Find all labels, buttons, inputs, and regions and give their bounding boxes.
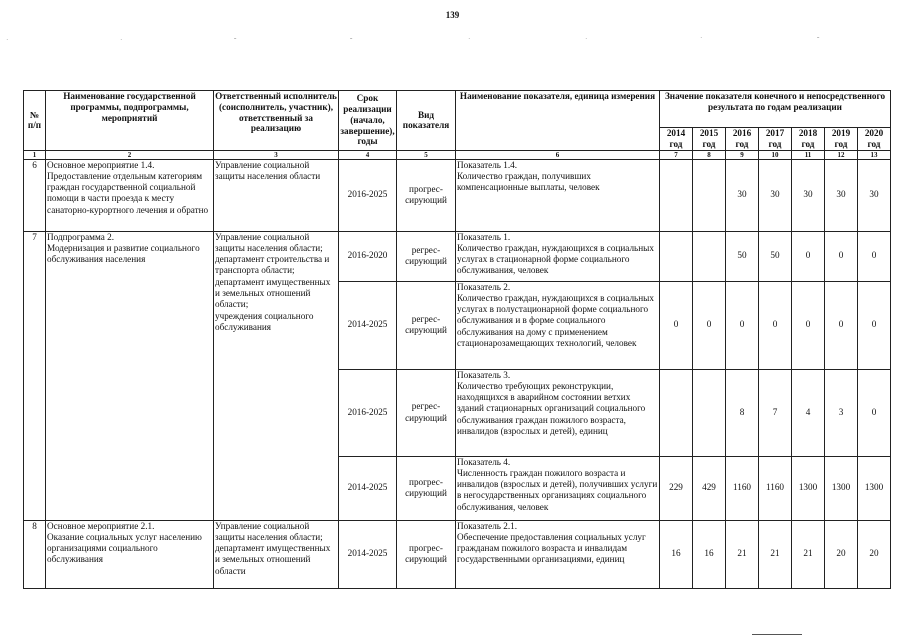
indicator-description: Показатель 2.1. Обеспечение предоставления социальных услуг гражданам пожилого возраста и инвалидам государственными организациями, единиц	[456, 520, 660, 588]
indicator-value-2015: 16	[693, 520, 726, 588]
header-year-2019	[825, 128, 858, 151]
column-number: 1	[24, 150, 46, 159]
indicator-value-2019: 0	[825, 281, 858, 369]
header-year-unit: год	[702, 138, 716, 149]
indicator-value-2014	[660, 369, 693, 456]
indicator-description: Показатель 2. Количество граждан, нуждающихся в социальных услугах в полустационарной форме социального обслуживания и в форме социального обслуживания на дому с применением стационарозамещающих технологий, человек	[456, 281, 660, 369]
header-year-2020	[858, 128, 891, 151]
indicator-value-2014: 16	[660, 520, 693, 588]
header-year-label: 2014	[666, 128, 686, 138]
row-number: 7	[24, 231, 46, 520]
header-year-label: 2018	[798, 128, 818, 138]
indicator-value-2017: 7	[759, 369, 792, 456]
header-year-unit: год	[801, 138, 815, 149]
indicator-value-2018: 1300	[792, 456, 825, 520]
indicator-value-2020: 20	[858, 520, 891, 588]
indicator-value-2017: 0	[759, 281, 792, 369]
indicator-type: прогрес- сирующий	[397, 520, 456, 588]
indicator-value-2019: 0	[825, 231, 858, 281]
header-year-label: 2017	[765, 128, 785, 138]
header-year-unit: год	[669, 138, 683, 149]
header-program-name: Наименование государственной программы, подпрограммы, мероприятий	[46, 91, 214, 151]
column-number: 8	[693, 150, 726, 159]
row-number: 6	[24, 159, 46, 231]
indicator-value-2020: 1300	[858, 456, 891, 520]
column-number: 7	[660, 150, 693, 159]
indicator-value-2020: 0	[858, 231, 891, 281]
header-year-2015	[693, 128, 726, 151]
indicator-value-2016: 30	[726, 159, 759, 231]
scan-artifact: ˇ	[817, 36, 820, 44]
header-year-label: 2016	[732, 128, 752, 138]
indicator-description: Показатель 3. Количество требующих реконструкции, находящихся в аварийном состоянии ветхих зданий стационарных организаций социального обслуживания граждан пожилого возраста, инвалидов (взрослых и детей), единиц	[456, 369, 660, 456]
indicator-type: регрес- сирующий	[397, 369, 456, 456]
indicator-value-2015	[693, 159, 726, 231]
implementation-term: 2014-2025	[339, 281, 397, 369]
scan-artifact: ˙	[120, 38, 123, 46]
scan-artifact-line	[752, 634, 802, 635]
indicator-value-2020: 0	[858, 281, 891, 369]
indicator-value-2018: 4	[792, 369, 825, 456]
page-number: 139	[445, 10, 460, 20]
column-number: 12	[825, 150, 858, 159]
indicator-value-2018: 0	[792, 281, 825, 369]
header-indicator-type: Вид показателя	[397, 91, 456, 151]
indicator-value-2016: 1160	[726, 456, 759, 520]
header-year-label: 2015	[699, 128, 719, 138]
scan-artifact: ˙	[468, 37, 471, 45]
header-year-2017	[759, 128, 792, 151]
indicator-value-2016: 21	[726, 520, 759, 588]
responsible-executor: Управление социальной защиты населения области; департамент имущественных и земельных отношений области	[214, 520, 339, 588]
indicator-value-2017: 21	[759, 520, 792, 588]
header-year-label: 2020	[864, 128, 884, 138]
indicator-value-2014: 229	[660, 456, 693, 520]
program-name: Основное мероприятие 2.1. Оказание социальных услуг населению организациями социального обслуживания	[46, 520, 214, 588]
indicator-value-2015	[693, 369, 726, 456]
table-row	[24, 520, 891, 588]
program-name: Основное мероприятие 1.4. Предоставление отдельным категориям граждан государственной социальной помощи в части проезда к месту санаторно-курортного лечения и обратно	[46, 159, 214, 231]
header-indicator-name: Наименование показателя, единица измерения	[456, 91, 660, 151]
indicator-value-2017: 50	[759, 231, 792, 281]
indicator-value-2019: 20	[825, 520, 858, 588]
indicator-value-2019: 3	[825, 369, 858, 456]
indicator-type: прогрес- сирующий	[397, 159, 456, 231]
implementation-term: 2014-2025	[339, 456, 397, 520]
responsible-executor: Управление социальной защиты населения области; департамент строительства и транспорта области; департамент имущественных и земельных отношений области; учреждения социального обслуживания	[214, 231, 339, 520]
indicator-value-2014	[660, 159, 693, 231]
column-number: 11	[792, 150, 825, 159]
header-year-unit: год	[834, 138, 848, 149]
implementation-term: 2016-2025	[339, 159, 397, 231]
header-year-label: 2019	[831, 128, 851, 138]
header-number: № п/п	[24, 91, 46, 151]
scan-artifact: ˇ	[350, 37, 353, 45]
column-number: 10	[759, 150, 792, 159]
indicator-value-2019: 30	[825, 159, 858, 231]
program-name: Подпрограмма 2. Модернизация и развитие социального обслуживания населения	[46, 231, 214, 520]
indicator-value-2016: 8	[726, 369, 759, 456]
column-number: 9	[726, 150, 759, 159]
scan-artifact: ˇ	[234, 37, 237, 45]
header-year-2018	[792, 128, 825, 151]
indicator-value-2018: 0	[792, 231, 825, 281]
header-term: Срок реализации (начало, завершение), годы	[339, 91, 397, 151]
column-number: 13	[858, 150, 891, 159]
header-year-unit: год	[735, 138, 749, 149]
scan-artifact: ˙	[6, 38, 9, 46]
row-number: 8	[24, 520, 46, 588]
column-number: 5	[397, 150, 456, 159]
indicator-value-2015: 429	[693, 456, 726, 520]
indicator-type: регрес- сирующий	[397, 231, 456, 281]
responsible-executor: Управление социальной защиты населения области	[214, 159, 339, 231]
indicator-value-2015: 0	[693, 281, 726, 369]
header-year-2016	[726, 128, 759, 151]
header-year-unit: год	[867, 138, 881, 149]
indicator-type: регрес- сирующий	[397, 281, 456, 369]
header-year-unit: год	[768, 138, 782, 149]
indicator-value-2017: 1160	[759, 456, 792, 520]
indicator-value-2018: 30	[792, 159, 825, 231]
scan-artifact: ˙	[700, 36, 703, 44]
indicator-value-2014	[660, 231, 693, 281]
column-number: 2	[46, 150, 214, 159]
indicator-value-2018: 21	[792, 520, 825, 588]
implementation-term: 2014-2025	[339, 520, 397, 588]
indicator-description: Показатель 1.4. Количество граждан, получивших компенсационные выплаты, человек	[456, 159, 660, 231]
implementation-term: 2016-2025	[339, 369, 397, 456]
indicators-table	[23, 90, 891, 589]
indicator-value-2014: 0	[660, 281, 693, 369]
implementation-term: 2016-2020	[339, 231, 397, 281]
table-row	[24, 231, 891, 281]
scan-artifact: ˙	[585, 37, 588, 45]
header-values: Значение показателя конечного и непосредственного результата по годам реализации	[660, 91, 891, 128]
indicator-value-2019: 1300	[825, 456, 858, 520]
indicator-type: прогрес- сирующий	[397, 456, 456, 520]
table-row	[24, 159, 891, 231]
column-number: 6	[456, 150, 660, 159]
column-number: 4	[339, 150, 397, 159]
column-number: 3	[214, 150, 339, 159]
indicator-value-2016: 0	[726, 281, 759, 369]
indicator-value-2016: 50	[726, 231, 759, 281]
header-responsible: Ответственный исполнитель (соисполнитель, участник), ответственный за реализацию	[214, 91, 339, 151]
indicator-description: Показатель 1. Количество граждан, нуждающихся в социальных услугах в стационарной форме социального обслуживания, человек	[456, 231, 660, 281]
header-year-2014	[660, 128, 693, 151]
indicator-value-2020: 30	[858, 159, 891, 231]
indicator-value-2015	[693, 231, 726, 281]
indicator-value-2017: 30	[759, 159, 792, 231]
indicator-value-2020: 0	[858, 369, 891, 456]
indicator-description: Показатель 4. Численность граждан пожилого возраста и инвалидов (взрослых и детей), получивших услуги в негосударственных организациях социального обслуживания, человек	[456, 456, 660, 520]
